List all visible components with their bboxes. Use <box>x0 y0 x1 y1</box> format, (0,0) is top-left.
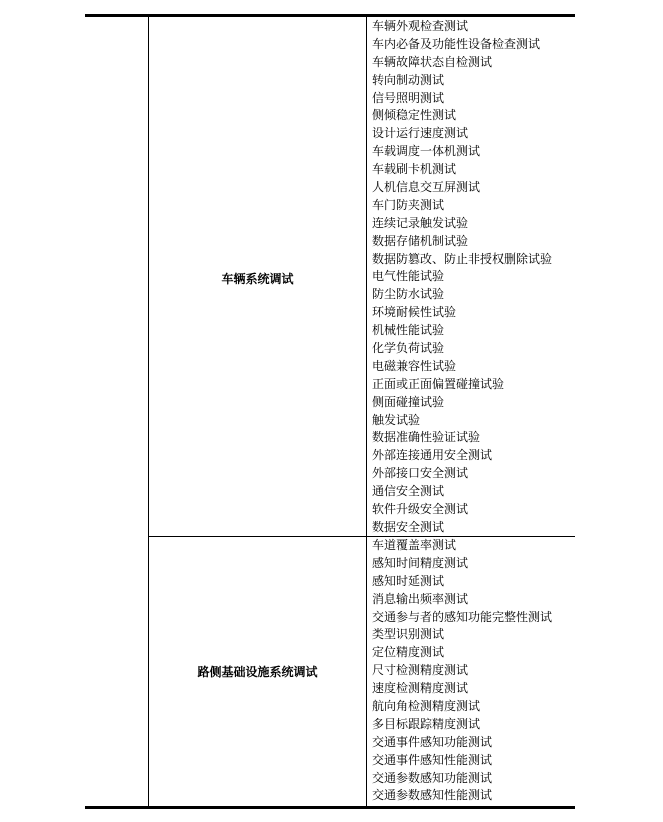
test-item: 化学负荷试验 <box>372 341 445 356</box>
test-item: 航向角检测精度测试 <box>372 699 481 714</box>
test-item: 防尘防水试验 <box>372 287 445 302</box>
test-item: 交通参数感知性能测试 <box>372 788 493 803</box>
test-item: 连续记录触发试验 <box>372 215 469 230</box>
test-item: 电气性能试验 <box>372 269 445 284</box>
test-item: 机械性能试验 <box>372 323 445 338</box>
test-item: 交通事件感知功能测试 <box>372 734 493 749</box>
test-item: 感知时间精度测试 <box>372 555 469 570</box>
test-item: 尺寸检测精度测试 <box>372 663 469 678</box>
test-item: 车门防夹测试 <box>372 197 445 212</box>
test-item: 车辆外观检查测试 <box>372 19 469 33</box>
test-item-list-roadside <box>372 537 552 805</box>
test-item: 侧面碰撞试验 <box>372 394 445 409</box>
test-item: 数据准确性验证试验 <box>372 430 481 445</box>
test-item: 车辆故障状态自检测试 <box>372 54 493 69</box>
test-item: 车载调度一体机测试 <box>372 144 481 159</box>
test-item: 正面或正面偏置碰撞试验 <box>372 376 505 391</box>
test-item: 电磁兼容性试验 <box>372 358 457 373</box>
test-item: 定位精度测试 <box>372 645 445 660</box>
test-item: 触发试验 <box>372 412 421 427</box>
category-label-vehicle: 车辆系统调试 <box>221 272 294 286</box>
test-item: 设计运行速度测试 <box>372 126 469 141</box>
test-item: 侧倾稳定性测试 <box>372 108 457 123</box>
test-item: 通信安全测试 <box>372 484 445 499</box>
test-item: 信号照明测试 <box>372 90 445 105</box>
test-item: 数据防篡改、防止非授权删除试验 <box>372 251 553 266</box>
test-item: 消息输出频率测试 <box>372 591 469 606</box>
test-item: 数据存储机制试验 <box>372 233 469 248</box>
test-item: 人机信息交互屏测试 <box>372 180 481 195</box>
test-item: 软件升级安全测试 <box>372 502 469 517</box>
test-item: 车内必备及功能性设备检查测试 <box>372 36 541 51</box>
test-item: 外部连接通用安全测试 <box>372 448 493 463</box>
test-item: 交通参与者的感知功能完整性测试 <box>372 609 553 624</box>
test-item: 车道覆盖率测试 <box>372 538 457 552</box>
test-item: 交通事件感知性能测试 <box>372 752 493 767</box>
test-item-list-vehicle <box>372 18 552 537</box>
test-item: 外部接口安全测试 <box>372 466 469 481</box>
table-top-rule <box>85 14 575 17</box>
table-column-divider-left <box>148 17 149 806</box>
category-label-roadside: 路侧基础设施系统调试 <box>197 665 318 679</box>
table-column-divider-right <box>366 17 367 806</box>
test-item: 类型识别测试 <box>372 627 445 642</box>
test-item: 多目标跟踪精度测试 <box>372 716 481 731</box>
test-item: 转向制动测试 <box>372 72 445 87</box>
test-item: 感知时延测试 <box>372 573 445 588</box>
table-bottom-rule <box>85 806 575 809</box>
test-item: 交通参数感知功能测试 <box>372 770 493 785</box>
test-item: 速度检测精度测试 <box>372 681 469 696</box>
test-item: 车载刷卡机测试 <box>372 162 457 177</box>
test-item: 数据安全测试 <box>372 519 445 534</box>
test-item: 环境耐候性试验 <box>372 305 457 320</box>
